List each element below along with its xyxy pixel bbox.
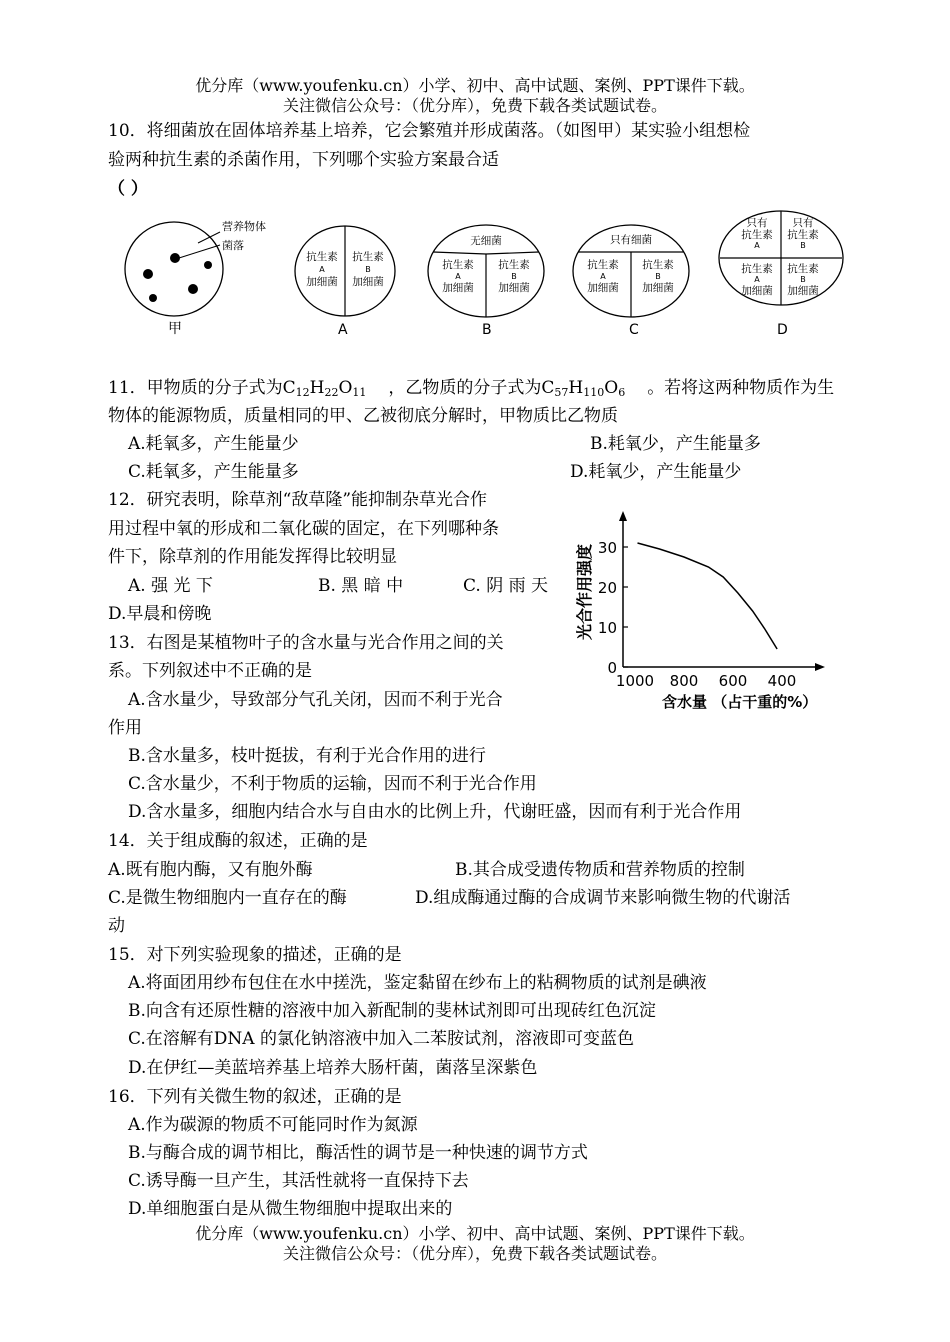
q14-option-d: D.组成酶通过酶的合成调节来影响微生物的代谢活 (415, 888, 791, 908)
q13-line-2: 系。下列叙述中不正确的是 (108, 661, 312, 681)
q11-option-c: C.耗氧多，产生能量多 (128, 462, 299, 482)
y-axis-arrow (619, 511, 627, 521)
dish-a (295, 226, 395, 338)
x-axis-label: 含水量 （占干重的%） (662, 693, 818, 711)
photosynthesis-chart (570, 505, 840, 720)
svg-text:加细菌: 加细菌 (587, 282, 619, 294)
svg-text:加细菌: 加细菌 (787, 285, 819, 297)
caption-jia: 甲 (168, 321, 182, 337)
dish-d (719, 211, 843, 338)
q14-option-a: A.既有胞内酶，又有胞外酶 (108, 860, 313, 880)
q12-option-b: B. 黑 暗 中 (318, 576, 404, 596)
svg-text:抗生素: 抗生素 (642, 259, 674, 271)
y-tick-label: 20 (597, 579, 617, 597)
svg-text:加细菌: 加细菌 (741, 285, 773, 297)
svg-text:抗生素: 抗生素 (741, 263, 773, 275)
svg-text:加细菌: 加细菌 (352, 276, 384, 288)
label-nutrient: 营养物体 (222, 220, 266, 233)
q14-line-1: 14．关于组成酶的叙述，正确的是 (108, 831, 368, 851)
svg-text:抗生素: 抗生素 (306, 251, 338, 263)
q10-line-2: 验两种抗生素的杀菌作用，下列哪个实验方案最合适 (108, 150, 499, 170)
q15-line-1: 15．对下列实验现象的描述，正确的是 (108, 945, 402, 965)
q15-option-b: B.向含有还原性糖的溶液中加入新配制的斐林试剂即可出现砖红色沉淀 (128, 1001, 656, 1021)
header-line-1: 优分库（www.youfenku.cn）小学、初中、高中试题、案例、PPT课件下载。 (195, 76, 755, 95)
x-tick-label: 400 (767, 672, 797, 690)
svg-text:A: A (455, 272, 461, 281)
svg-text:只有: 只有 (792, 217, 814, 229)
svg-text:抗生素: 抗生素 (498, 259, 530, 271)
svg-text:抗生素: 抗生素 (587, 259, 619, 271)
svg-text:A: A (319, 265, 325, 274)
caption-b: B (482, 322, 492, 338)
svg-text:抗生素: 抗生素 (741, 229, 773, 241)
q13-option-c: C.含水量少，不利于物质的运输，因而不利于光合作用 (128, 774, 537, 794)
svg-text:加细菌: 加细菌 (642, 282, 674, 294)
q15-option-d: D.在伊红—美蓝培养基上培养大肠杆菌，菌落呈深紫色 (128, 1058, 538, 1078)
q13-option-a: A.含水量少，导致部分气孔关闭，因而不利于光合 (128, 690, 503, 710)
x-axis-arrow (815, 663, 825, 671)
q12-option-c: C. 阴 雨 天 (463, 576, 549, 596)
q11-option-b: B.耗氧少，产生能量多 (590, 434, 761, 454)
svg-text:A: A (600, 272, 606, 281)
q10-line-1: 10．将细菌放在固体培养基上培养，它会繁殖并形成菌落。（如图甲）某实验小组想检 (108, 121, 751, 141)
q11-line-2: 物体的能源物质，质量相同的甲、乙被彻底分解时，甲物质比乙物质 (108, 406, 618, 426)
q13-option-a-cont: 作用 (108, 718, 142, 738)
q12-option-a: A. 强 光 下 (128, 576, 213, 596)
footer-line-2: 关注微信公众号：（优分库），免费下载各类试题试卷。 (282, 1244, 667, 1263)
series-line (638, 543, 778, 649)
svg-text:抗生素: 抗生素 (787, 263, 819, 275)
q16-option-c: C.诱导酶一旦产生，其活性就将一直保持下去 (128, 1171, 469, 1191)
q11-option-a: A.耗氧多，产生能量少 (128, 434, 299, 454)
svg-text:B: B (511, 272, 517, 281)
q13-option-d: D.含水量多，细胞内结合水与自由水的比例上升，代谢旺盛，因而有利于光合作用 (128, 802, 742, 822)
q16-option-a: A.作为碳源的物质不可能同时作为氮源 (128, 1115, 418, 1135)
label-colony: 菌落 (222, 239, 244, 252)
svg-text:只有细菌: 只有细菌 (610, 234, 652, 246)
y-tick-label: 30 (597, 539, 617, 557)
q13-line-1: 13．右图是某植物叶子的含水量与光合作用之间的关 (108, 633, 504, 653)
q14-option-d-cont: 动 (108, 916, 125, 936)
y-tick-label: 0 (607, 659, 617, 677)
svg-text:A: A (754, 275, 760, 284)
q16-option-d: D.单细胞蛋白是从微生物细胞中提取出来的 (128, 1199, 453, 1219)
dish-b (428, 225, 544, 338)
q16-option-b: B.与酶合成的调节相比，酶活性的调节是一种快速的调节方式 (128, 1143, 588, 1163)
q12-line-2: 用过程中氧的形成和二氧化碳的固定，在下列哪种条 (108, 519, 499, 539)
svg-text:只有: 只有 (746, 217, 768, 229)
x-tick-label: 1000 (615, 672, 655, 690)
q14-option-c: C.是微生物细胞内一直存在的酶 (108, 888, 347, 908)
y-axis-label: 光合作用强度 (575, 543, 594, 640)
svg-text:加细菌: 加细菌 (306, 276, 338, 288)
svg-text:B: B (365, 265, 371, 274)
caption-a: A (338, 322, 348, 338)
svg-text:加细菌: 加细菌 (498, 282, 530, 294)
caption-c: C (629, 322, 639, 338)
svg-text:无细菌: 无细菌 (470, 235, 502, 247)
q12-line-3: 件下，除草剂的作用能发挥得比较明显 (108, 547, 397, 567)
svg-text:加细菌: 加细菌 (442, 282, 474, 294)
svg-text:抗生素: 抗生素 (787, 229, 819, 241)
q11-option-d: D.耗氧少，产生能量少 (570, 462, 742, 482)
svg-text:B: B (800, 275, 806, 284)
q14-option-b: B.其合成受遗传物质和营养物质的控制 (455, 860, 745, 880)
q16-line-1: 16．下列有关微生物的叙述，正确的是 (108, 1087, 402, 1107)
header-line-2: 关注微信公众号：（优分库），免费下载各类试题试卷。 (282, 96, 667, 115)
dish-c (573, 225, 689, 338)
svg-text:B: B (655, 272, 661, 281)
q15-option-a: A.将面团用纱布包住在水中搓洗，鉴定黏留在纱布上的粘稠物质的试剂是碘液 (128, 973, 707, 993)
y-tick-label: 10 (597, 619, 617, 637)
q10-answer-paren: （ ） (108, 179, 148, 199)
x-tick-label: 800 (669, 672, 699, 690)
svg-text:A: A (754, 241, 760, 250)
svg-text:抗生素: 抗生素 (442, 259, 474, 271)
q13-option-b: B.含水量多，枝叶挺拔，有利于光合作用的进行 (128, 746, 486, 766)
q12-line-1: 12．研究表明，除草剂“敌草隆”能抑制杂草光合作 (108, 490, 488, 510)
caption-d: D (777, 322, 788, 338)
q12-option-d: D.早晨和傍晚 (108, 604, 212, 624)
footer-line-1: 优分库（www.youfenku.cn）小学、初中、高中试题、案例、PPT课件下载。 (195, 1224, 755, 1243)
x-tick-label: 600 (718, 672, 748, 690)
q15-option-c: C.在溶解有DNA 的氯化钠溶液中加入二苯胺试剂，溶液即可变蓝色 (128, 1029, 634, 1049)
q11-line-1: 11．甲物质的分子式为$C_{12}H_{22}O_{11}$ ，乙物质的分子式为$C_{57}H_{110}O_6$ 。若将这两种物质作为生 (108, 378, 835, 399)
svg-text:抗生素: 抗生素 (352, 251, 384, 263)
svg-text:B: B (800, 241, 806, 250)
q10-figure (118, 208, 858, 343)
dish-jia (125, 219, 266, 337)
